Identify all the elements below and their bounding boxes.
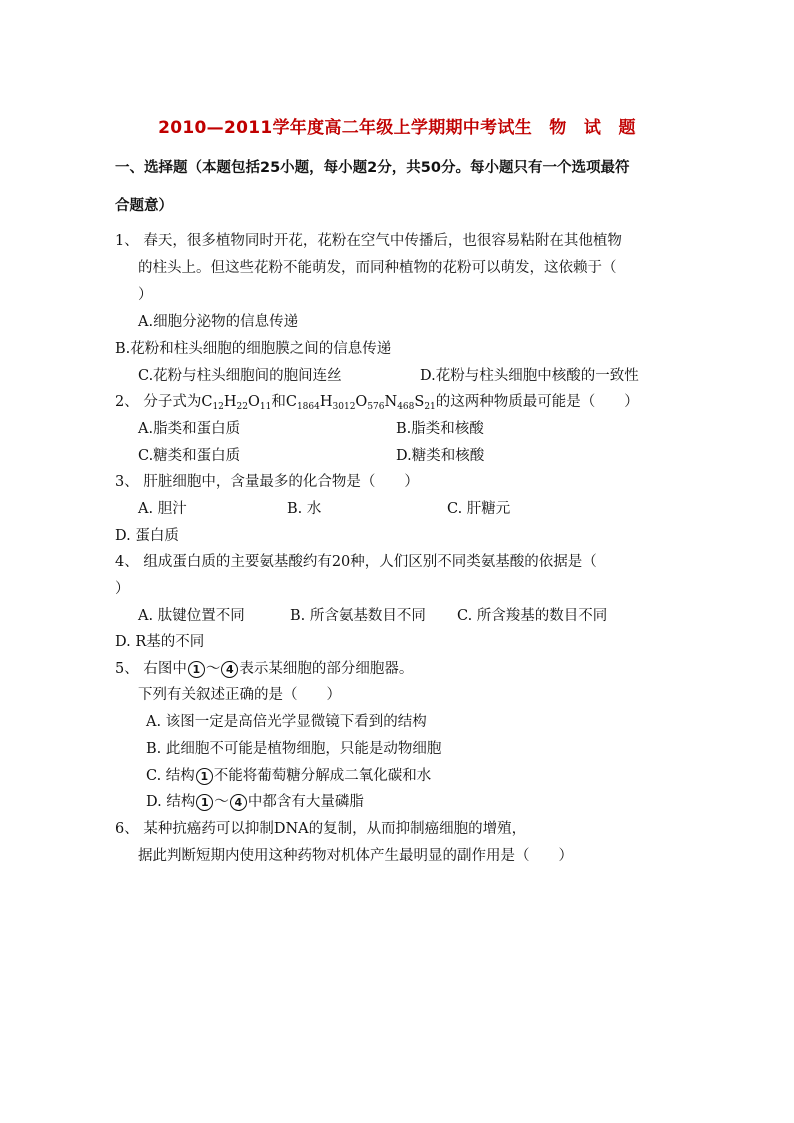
question-3-option-a: A. 胆汁	[138, 501, 187, 517]
question-3-option-b: B. 水	[287, 501, 322, 517]
stem-text: 表示某细胞的部分细胞器。	[239, 661, 414, 677]
subscript: 3012	[332, 402, 356, 412]
question-5-option-d	[146, 792, 364, 812]
question-5-option-c	[146, 766, 431, 786]
formula-suffix: 的这两种物质最可能是（ ）	[435, 394, 639, 410]
question-1-option-d: D.花粉与柱头细胞中核酸的一致性	[420, 368, 639, 384]
option-text: 中都含有大量磷脂	[247, 794, 364, 810]
question-4-option-a: A. 肽键位置不同	[138, 608, 245, 624]
question-4-option-b: B. 所含氨基数目不同	[290, 608, 426, 624]
subscript: 22	[236, 402, 248, 412]
option-text: D. 结构	[146, 794, 196, 810]
circled-number-1: 1	[188, 661, 205, 678]
question-5-option-a: A. 该图一定是高倍光学显微镜下看到的结构	[146, 714, 427, 730]
question-2-option-c: C.糖类和蛋白质	[138, 448, 241, 464]
stem-text: 5、 右图中	[115, 661, 187, 677]
circled-number-4: 4	[221, 661, 238, 678]
question-5-stem	[115, 659, 413, 679]
question-1-option-c: C.花粉与柱头细胞间的胞间连丝	[138, 368, 342, 384]
subscript: 576	[367, 402, 385, 412]
question-1-line3: ）	[138, 287, 153, 303]
question-2-stem	[115, 392, 639, 412]
question-5-option-b: B. 此细胞不可能是植物细胞，只能是动物细胞	[146, 741, 442, 757]
formula-connector: 和C	[271, 394, 297, 410]
subscript: 11	[259, 402, 272, 412]
question-4-option-d: D. R基的不同	[115, 634, 205, 650]
question-4-line2: ）	[115, 581, 130, 597]
question-6-line1: 6、 某种抗癌药可以抑制DNA的复制，从而抑制癌细胞的增殖，	[115, 821, 527, 837]
range-symbol: ～	[214, 794, 229, 810]
element-symbol: O	[355, 394, 368, 410]
circled-number-4: 4	[230, 794, 247, 811]
question-1-line2: 的柱头上。但这些花粉不能萌发，而同种植物的花粉可以萌发，这依赖于（	[138, 260, 617, 276]
element-symbol: H	[319, 394, 333, 410]
option-text: C. 结构	[146, 768, 195, 784]
question-2-option-b: B.脂类和核酸	[396, 421, 484, 437]
question-5-line2: 下列有关叙述正确的是（ ）	[138, 687, 341, 703]
question-2-option-a: A.脂类和蛋白质	[138, 421, 241, 437]
subscript: 468	[397, 402, 415, 412]
section-header-line2: 合题意）	[115, 198, 173, 214]
question-3-stem: 3、 肝脏细胞中，含量最多的化合物是（ ）	[115, 474, 419, 490]
question-4-option-c: C. 所含羧基的数目不同	[457, 608, 608, 624]
circled-number-1: 1	[196, 768, 213, 785]
question-1-line1: 1、 春天，很多植物同时开花，花粉在空气中传播后，也很容易粘附在其他植物	[115, 233, 622, 249]
question-3-option-d: D. 蛋白质	[115, 528, 179, 544]
subscript: 12	[212, 402, 224, 412]
subscript: 1864	[296, 402, 320, 412]
element-symbol: N	[384, 394, 398, 410]
element-symbol: O	[248, 394, 260, 410]
element-symbol: S	[414, 394, 425, 410]
question-3-option-c: C. 肝糖元	[447, 501, 511, 517]
question-4-line1: 4、 组成蛋白质的主要氨基酸约有20种，人们区别不同类氨基酸的依据是（	[115, 554, 597, 570]
question-1-option-a: A.细胞分泌物的信息传递	[138, 314, 299, 330]
element-symbol: H	[223, 394, 237, 410]
question-6-line2: 据此判断短期内使用这种药物对机体产生最明显的副作用是（ ）	[138, 848, 573, 864]
question-1-option-b: B.花粉和柱头细胞的细胞膜之间的信息传递	[115, 341, 392, 357]
formula-prefix: 2、 分子式为C	[115, 394, 213, 410]
option-text: 不能将葡萄糖分解成二氧化碳和水	[213, 768, 432, 784]
question-2-option-d: D.糖类和核酸	[396, 448, 485, 464]
page-title: 2010—2011学年度高二年级上学期期中考试生 物 试 题	[158, 118, 636, 138]
range-symbol: ～	[205, 661, 221, 677]
circled-number-1: 1	[196, 794, 213, 811]
subscript: 21	[424, 402, 436, 412]
section-header-line1: 一、选择题（本题包括25小题，每小题2分，共50分。每小题只有一个选项最符	[115, 160, 630, 176]
